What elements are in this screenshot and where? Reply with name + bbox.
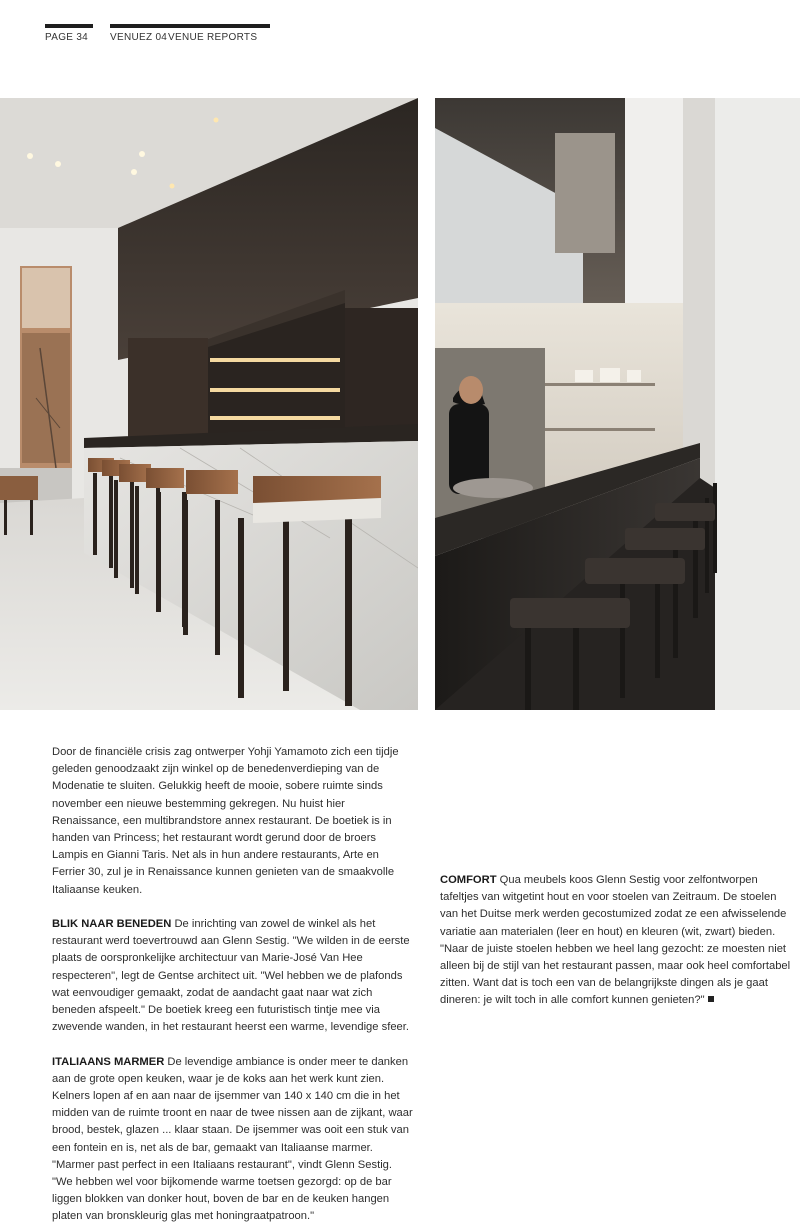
section-text-comfort: Qua meubels koos Glenn Sestig voor zelfontworpen tafeltjes van witgetint hout en voor stoelen van Zeitraum. De stoelen van het Duitse merk werden gecostumized zodat ze een afwisselende variatie aan materialen (leer en hout) en kleuren (wit, zwart) bieden. "Naar de juiste stoelen hebben we heel lang gezocht: ze moesten niet alleen bij de stijl van het restaurant passen, maar ook heel comfortabel zitten. Want dat is toch een van de belangrijkste dingen als je gaat dineren: je wilt toch in alle comfort kunnen genieten?" — [440, 874, 791, 1007]
article-column-right — [440, 872, 792, 1027]
section-title-comfort: COMFORT — [440, 874, 497, 886]
section-title-marmer: ITALIAANS MARMER — [52, 1055, 165, 1068]
end-mark — [708, 996, 714, 1002]
section-title: VENUE REPORTS — [168, 32, 258, 43]
section-text-marmer: De levendige ambiance is onder meer te danken aan de grote open keuken, waar je de koks aan het werk kunt zien. Kelners lopen af en aan naar de ijsemmer van 140 x 140 cm die in het midden van de ruimte troont en naar de twee nissen aan de zijkant, waar brood, bestek, glazen ... klaar staan. De ijsemmer was ooit een stuk van een fontein en is, net als de bar, gemaakt van Italiaanse marmer. "Marmer past perfect in een Italiaans restaurant", vindt Glenn Sestig. "We hebben wel voor bijkomende warme toetsen gezorgd: op de bar liggen blokken van donker hout, boven de bar en de keuken hangen platen van bronskleurig glas met honingraatpatroon." — [52, 1055, 413, 1223]
article-column-left — [52, 744, 414, 1226]
section-italiaans-marmer-start — [52, 1054, 414, 1226]
photo-marble-bar — [0, 98, 418, 710]
page-number: PAGE 34 — [45, 32, 89, 43]
article-intro: Door de financiële crisis zag ontwerper Yohji Yamamoto zich een tijdje geleden genoodzaakt zijn winkel op de benedenverdieping van de Modenatie te sluiten. Gelukkig heeft de mooie, sobere ruimte sinds november een nieuwe bestemming gekregen. Nu huist hier Renaissance, een multibrandstore annex restaurant. De boetiek is in handen van Princess; het restaurant wordt gerund door de broers Lampis en Gianni Taris. Net als in hun andere restaurants, Arte en Ferrier 30, zul je in Renaissance kunnen genieten van de smaakvolle Italiaanse keuken. — [52, 746, 399, 896]
magazine-issue: VENUEZ 04 — [110, 32, 168, 43]
section-text-blik: De inrichting van zowel de winkel als het restaurant werd toevertrouwd aan Glenn Sestig. "We wilden in de eerste plaats de oorspronkelijke architectuur van Marie-José Van Hee respecteren", legt de Gentse architect uit. "Wel hebben we de plafonds wat eenvoudiger gemaakt, zodat de aandacht gaat naar wat zich beneden afspeelt." De boetiek kreeg een futuristisch tintje mee via zwevende wanden, in het restaurant heerst een warme, levendige sfeer. — [52, 918, 410, 1034]
section-blik-naar-beneden — [52, 916, 414, 1036]
header-rule-right — [110, 24, 270, 28]
section-comfort — [440, 872, 792, 1010]
section-title-blik: BLIK NAAR BENEDEN — [52, 918, 172, 931]
header-rule-left — [45, 24, 93, 28]
photo-open-kitchen — [435, 98, 800, 710]
